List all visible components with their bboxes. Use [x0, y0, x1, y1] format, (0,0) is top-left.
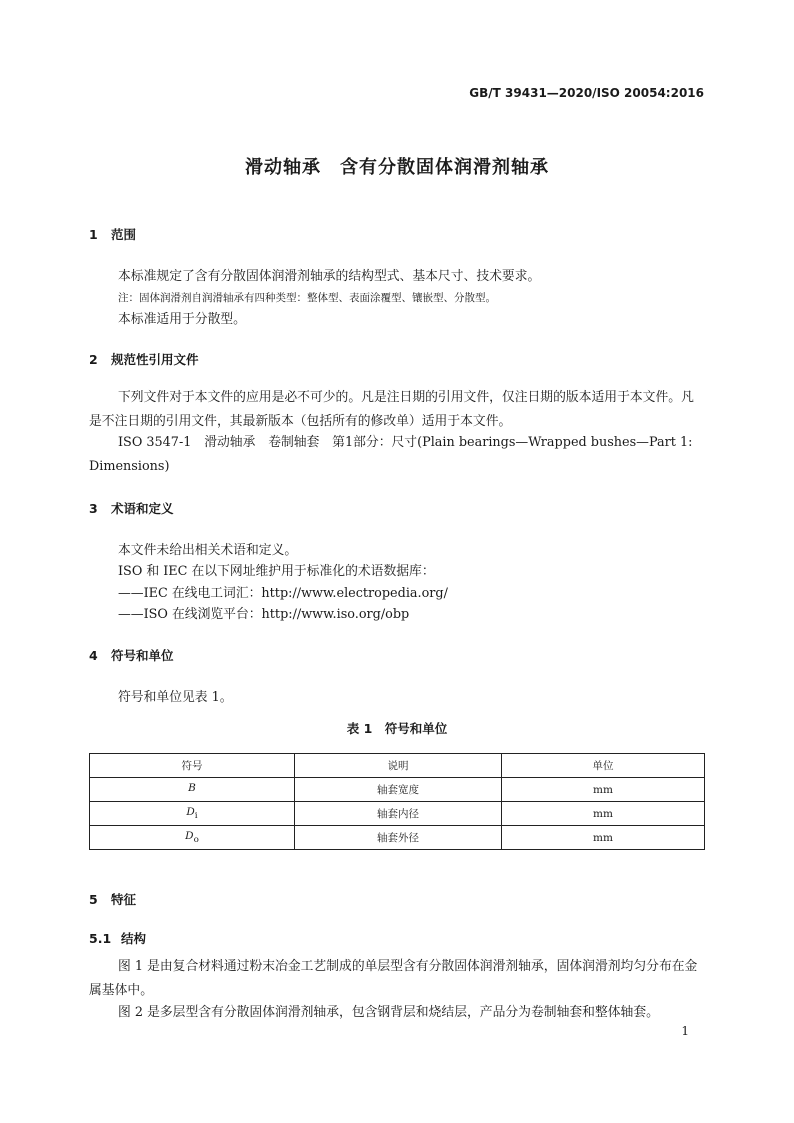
symbol: D	[185, 829, 194, 842]
symbol-subscript: o	[193, 835, 199, 846]
table-row	[90, 826, 705, 850]
section-1-heading	[89, 225, 136, 243]
symbols-table	[89, 753, 705, 850]
paragraph: ISO 和 IEC 在以下网址维护用于标准化的术语数据库：	[118, 564, 435, 579]
section-number: 4	[89, 648, 98, 663]
section-2-heading	[89, 350, 199, 368]
column-header: 单位	[502, 754, 705, 778]
section-number: 1	[89, 227, 98, 242]
section-4-heading	[89, 646, 174, 664]
unit-cell: mm	[502, 778, 705, 802]
section-title: 术语和定义	[111, 501, 174, 516]
description-cell: 轴套内径	[295, 802, 502, 826]
section-title: 符号和单位	[111, 648, 174, 663]
symbol-subscript: i	[194, 811, 198, 822]
symbol-cell	[90, 802, 295, 826]
paragraph: ISO 3547-1 滑动轴承 卷制轴套 第1部分：尺寸(Plain bearings—Wrapped bushes—Part 1: Dimensions)	[89, 435, 693, 474]
paragraph: 下列文件对于本文件的应用是必不可少的。凡是注日期的引用文件，仅注日期的版本适用于本文件。凡是不注日期的引用文件，其最新版本（包括所有的修改单）适用于本文件。	[89, 390, 694, 429]
symbol-cell	[90, 778, 295, 802]
section-number: 3	[89, 501, 98, 516]
list-item: ——ISO 在线浏览平台：http://www.iso.org/obp	[118, 607, 410, 622]
section-title: 规范性引用文件	[111, 352, 199, 367]
section-number: 2	[89, 352, 98, 367]
description-cell: 轴套外径	[295, 826, 502, 850]
paragraph: 符号和单位见表 1。	[118, 690, 233, 705]
subsection-title: 结构	[121, 931, 147, 946]
section-title: 特征	[111, 892, 137, 907]
symbol: B	[188, 781, 196, 794]
symbol: D	[186, 805, 195, 818]
paragraph: 图 1 是由复合材料通过粉末冶金工艺制成的单层型含有分散固体润滑剂轴承，固体润滑剂均匀分布在金属基体中。	[89, 959, 698, 998]
document-title: 滑动轴承 含有分散固体润滑剂轴承	[245, 157, 549, 178]
table-row	[90, 802, 705, 826]
section-3-heading	[89, 499, 174, 517]
note: 注：固体润滑剂自润滑轴承有四种类型：整体型、表面涂覆型、镶嵌型、分散型。	[118, 292, 496, 304]
unit-cell: mm	[502, 826, 705, 850]
subsection-number: 5.1	[89, 931, 112, 946]
symbol-cell	[90, 826, 295, 850]
paragraph: 本标准规定了含有分散固体润滑剂轴承的结构型式、基本尺寸、技术要求。	[118, 269, 541, 284]
unit-cell: mm	[502, 802, 705, 826]
column-header: 符号	[90, 754, 295, 778]
section-5-heading	[89, 890, 136, 908]
table-caption: 表 1 符号和单位	[346, 721, 448, 736]
page-number: 1	[681, 1024, 689, 1038]
list-item: ——IEC 在线电工词汇：http://www.electropedia.org/	[118, 586, 448, 601]
paragraph: 图 2 是多层型含有分散固体润滑剂轴承，包含钢背层和烧结层，产品分为卷制轴套和整体轴套。	[118, 1005, 659, 1020]
description-cell: 轴套宽度	[295, 778, 502, 802]
paragraph: 本标准适用于分散型。	[118, 312, 246, 327]
subsection-5-1-heading	[89, 929, 146, 947]
table-header-row	[90, 754, 705, 778]
section-title: 范围	[111, 227, 137, 242]
column-header: 说明	[295, 754, 502, 778]
table-row	[90, 778, 705, 802]
paragraph: 本文件未给出相关术语和定义。	[118, 543, 298, 558]
standard-code: GB/T 39431—2020/ISO 20054:2016	[469, 86, 704, 100]
section-number: 5	[89, 892, 98, 907]
